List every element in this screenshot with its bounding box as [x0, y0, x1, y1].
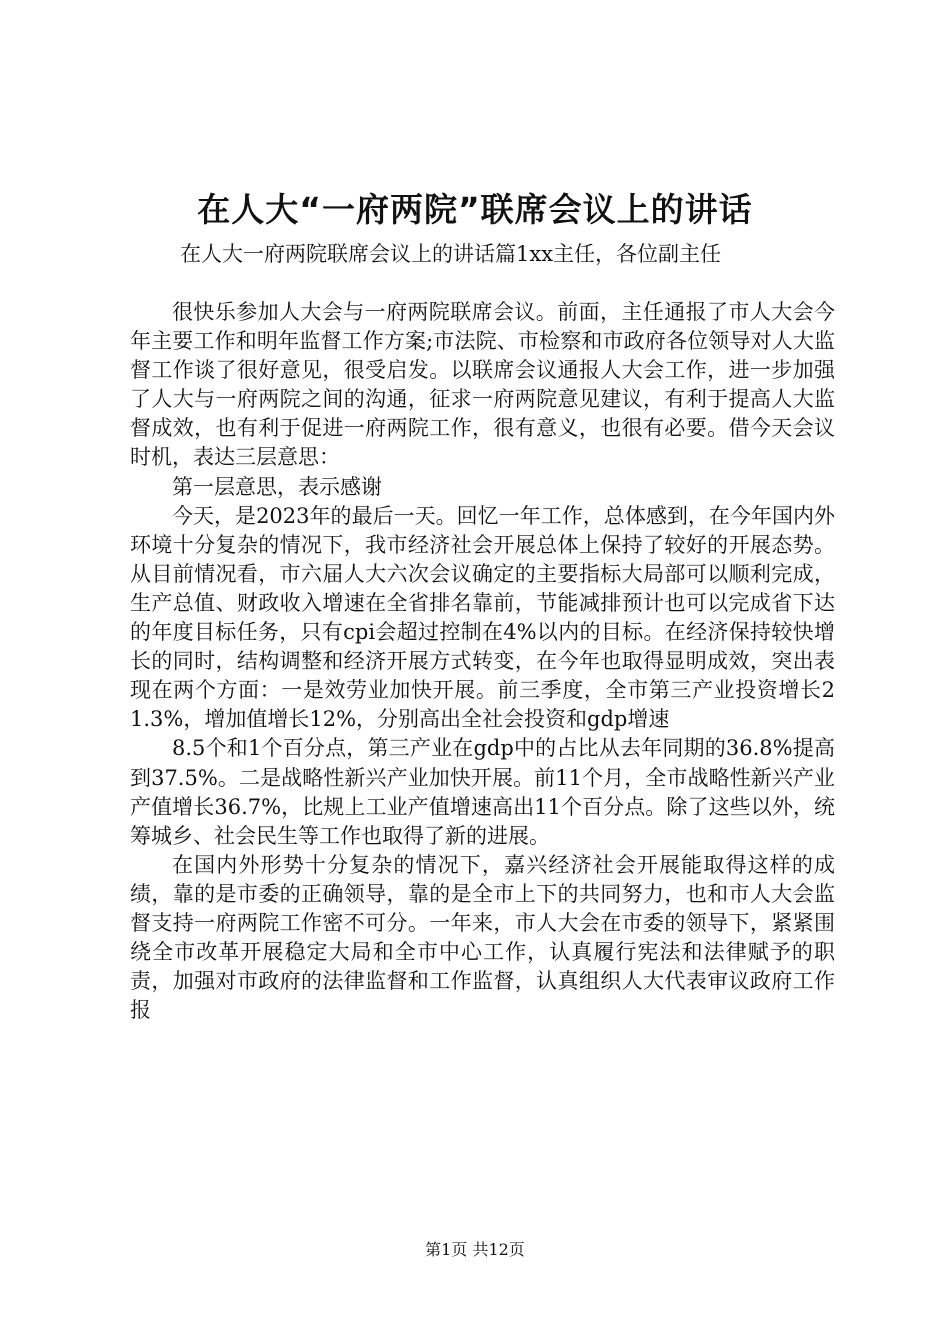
section-heading-first: 第一层意思，表示感谢	[172, 474, 382, 499]
paragraph-intro: 很快乐参加人大会与一府两院联席会议。前面，主任通报了市人大会今年主要工作和明年监督工作方案;市法院、市检察和市政府各位领导对人大监督工作谈了很好意见，很受启发。以联席会议通报人大会工作，进一步加强了人大与一府两院之间的沟通，征求一府两院意见建议，有利于提高人大监督成效，也有利于促进一府两院工作，很有意义，也很有必要。借今天会议时机，表达三层意思：	[130, 300, 835, 470]
page-number-footer: 第1页 共12页	[425, 1240, 525, 1259]
paragraph-statistics: 8.5个和1个百分点，第三产业在gdp中的占比从去年同期的36.8%提高到37.5%。二是战略性新兴产业加快开展。前11个月，全市战略性新兴产业产值增长36.7%，比规上工业产值增速高出11个百分点。除了这些以外，统筹城乡、社会民生等工作也取得了新的进展。	[130, 736, 835, 848]
document-body	[130, 298, 835, 1025]
document-title: 在人大“一府两院”联席会议上的讲话	[197, 190, 753, 229]
paragraph-review: 今天，是2023年的最后一天。回忆一年工作，总体感到，在今年国内外环境十分复杂的情况下，我市经济社会开展总体上保持了较好的开展态势。从目前情况看，市六届人大六次会议确定的主要指标大局部可以顺利完成，生产总值、财政收入增速在全省排名靠前，节能减排预计也可以完成省下达的年度目标任务，只有cpi会超过控制在4%以内的目标。在经济保持较快增长的同时，结构调整和经济开展方式转变，在今年也取得显明成效，突出表现在两个方面：一是效劳业加快开展。前三季度，全市第三产业投资增长21.3%，增加值增长12%，分别高出全社会投资和gdp增速	[130, 503, 835, 732]
document-subtitle: 在人大一府两院联席会议上的讲话篇1xx主任，各位副主任	[180, 242, 722, 266]
paragraph-achievements: 在国内外形势十分复杂的情况下，嘉兴经济社会开展能取得这样的成绩，靠的是市委的正确领导，靠的是全市上下的共同努力，也和市人大会监督支持一府两院工作密不可分。一年来，市人大会在市委的领导下，紧紧围绕全市改革开展稳定大局和全市中心工作，认真履行宪法和法律赋予的职责，加强对市政府的法律监督和工作监督，认真组织人大代表审议政府工作报	[130, 852, 835, 1023]
